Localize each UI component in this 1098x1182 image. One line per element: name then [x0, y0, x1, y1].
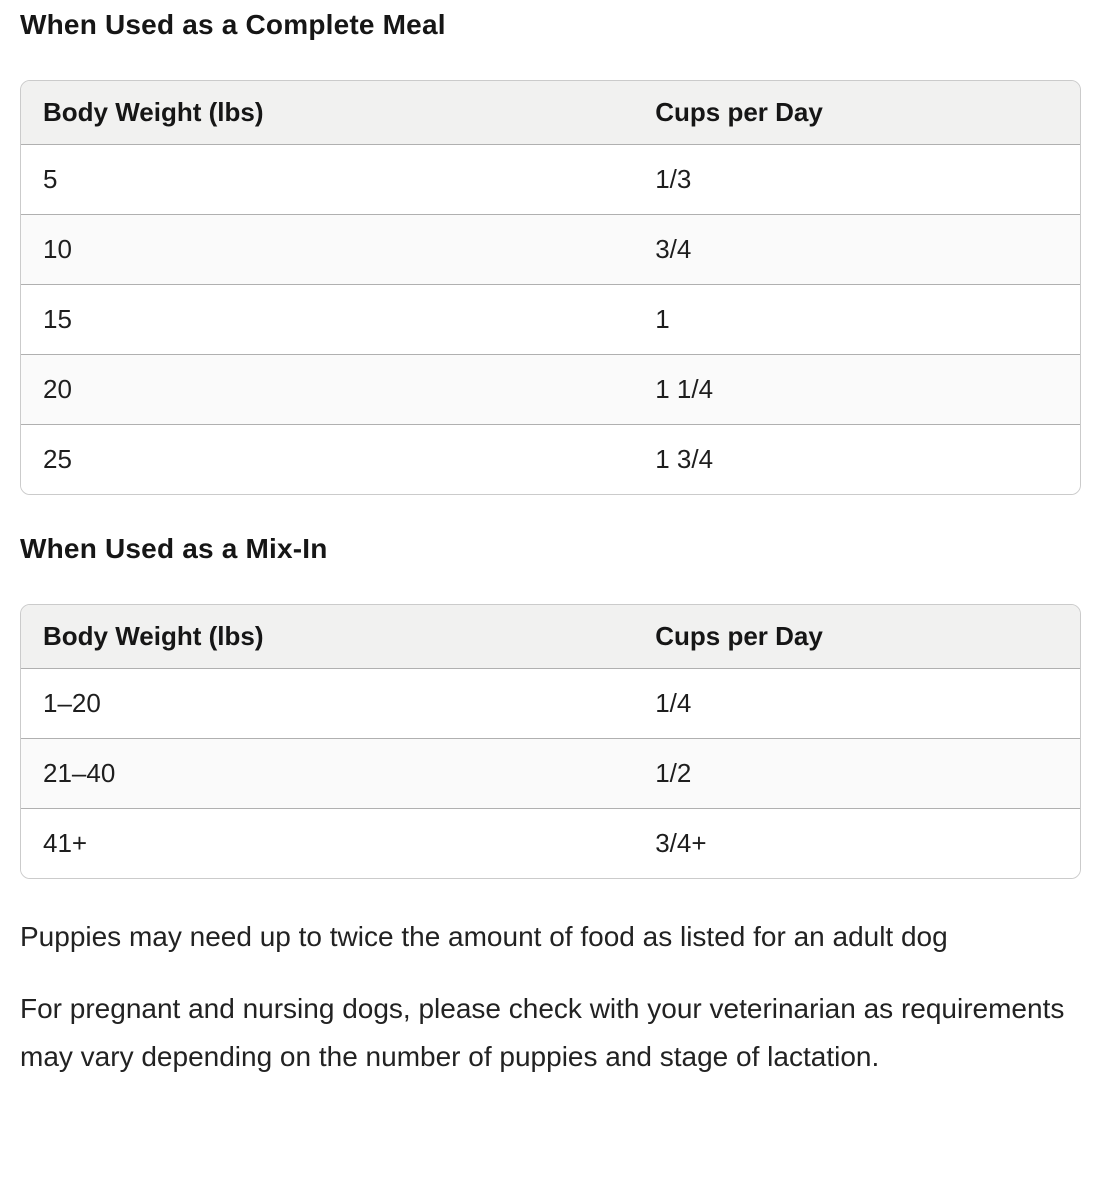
table-row [21, 424, 1080, 494]
column-header-body-weight: Body Weight (lbs) [21, 605, 635, 668]
complete-meal-table [21, 81, 1080, 494]
table-header-row [21, 605, 1080, 668]
body-weight-cell: 15 [21, 284, 635, 354]
cups-cell: 3/4+ [635, 808, 1080, 878]
body-weight-cell: 10 [21, 214, 635, 284]
cups-cell: 1 [635, 284, 1080, 354]
section-mix-in [20, 532, 1081, 879]
table-row [21, 284, 1080, 354]
cups-cell: 3/4 [635, 214, 1080, 284]
feeding-notes [20, 913, 1081, 1081]
table-row [21, 738, 1080, 808]
cups-cell: 1 3/4 [635, 424, 1080, 494]
table-header-row [21, 81, 1080, 144]
mix-in-table-container [20, 604, 1081, 879]
table-row [21, 808, 1080, 878]
body-weight-cell: 41+ [21, 808, 635, 878]
cups-cell: 1/3 [655, 163, 692, 194]
section-heading-mix-in: When Used as a Mix-In [20, 533, 328, 564]
table-row [21, 144, 1080, 214]
note-pregnant-nursing: For pregnant and nursing dogs, please check with your veterinarian as requirements may vary depending on the number of puppies and stage of lactation. [20, 993, 1065, 1072]
cups-cell: 1 1/4 [635, 354, 1080, 424]
section-heading-complete-meal: When Used as a Complete Meal [20, 9, 446, 40]
body-weight-cell: 25 [21, 424, 635, 494]
mix-in-table [21, 605, 1080, 878]
column-header-body-weight: Body Weight (lbs) [21, 81, 635, 144]
column-header-cups-per-day: Cups per Day [635, 605, 1080, 668]
body-weight-cell: 5 [43, 163, 58, 194]
table-row [21, 668, 1080, 738]
note-puppies: Puppies may need up to twice the amount of food as listed for an adult dog [20, 921, 948, 952]
body-weight-cell: 1–20 [43, 687, 101, 718]
column-header-cups-per-day: Cups per Day [635, 81, 1080, 144]
table-row [21, 354, 1080, 424]
body-weight-cell: 21–40 [21, 738, 635, 808]
table-row [21, 214, 1080, 284]
cups-cell: 1/2 [635, 738, 1080, 808]
complete-meal-table-container [20, 80, 1081, 495]
cups-cell: 1/4 [655, 687, 692, 718]
section-complete-meal [20, 8, 1081, 495]
body-weight-cell: 20 [21, 354, 635, 424]
